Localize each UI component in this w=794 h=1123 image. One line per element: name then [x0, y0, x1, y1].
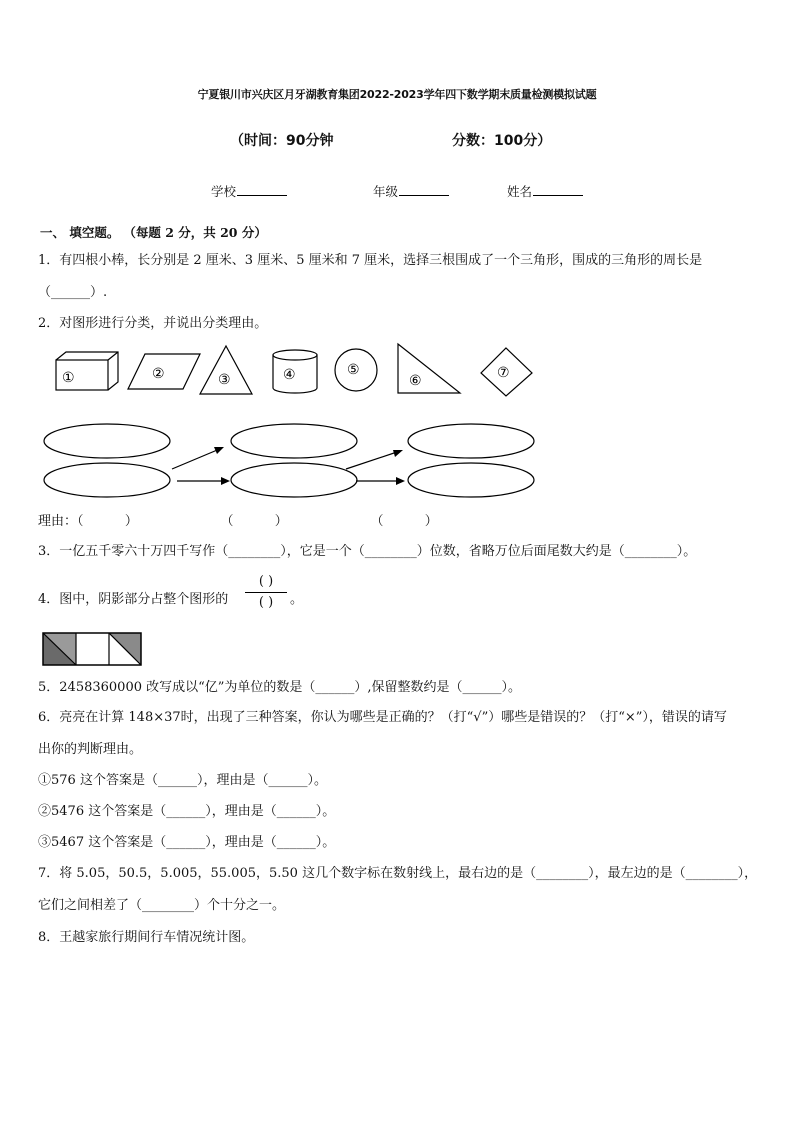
school-field: 学校 — [211, 182, 287, 200]
question-7-line-2: 它们之间相差了（________）个十分之一。 — [38, 898, 286, 913]
question-8: 8．王越家旅行期间行车情况统计图。 — [38, 930, 255, 945]
question-5: 5．2458360000 改写成以“亿”为单位的数是（______）,保留整数约是（______）。 — [38, 680, 522, 695]
category-ellipse-1 — [44, 424, 170, 458]
question-4: 4．图中，阴影部分占整个图形的 — [38, 592, 229, 607]
shape-label-6: ⑥ — [409, 373, 422, 389]
exam-time: （时间：90分钟 — [230, 133, 334, 149]
question-6-line-1: 6．亮亮在计算 148×37时，出现了三种答案，你认为哪些是正确的？（打“√”）哪些是错误的？（打“×”），错误的请写 — [38, 710, 727, 725]
question-6-option-2: ②5476 这个答案是（______），理由是（______）。 — [38, 804, 336, 819]
shape-label-1: ① — [62, 370, 75, 386]
arrowhead-2 — [221, 477, 230, 485]
arrowhead-4 — [396, 477, 405, 485]
fraction-denominator: ( ) — [258, 595, 274, 610]
shapes-figure — [0, 340, 794, 500]
question-2: 2．对图形进行分类，并说出分类理由。 — [38, 316, 268, 331]
shape-label-5: ⑤ — [347, 362, 360, 378]
question-1-line-2: （______）. — [38, 285, 108, 300]
shape-label-7: ⑦ — [497, 365, 510, 381]
fraction-blank — [243, 572, 289, 613]
exam-score: 分数：100分） — [452, 133, 552, 149]
page-title: 宁夏银川市兴庆区月牙湖教育集团2022-2023学年四下数学期末质量检测模拟试题 — [197, 88, 597, 101]
question-7-line-1: 7．将 5.05，50.5，5.005，55.005，5.50 这几个数字标在数射线上，最右边的是（________），最左边的是（________）， — [38, 866, 758, 881]
grade-field: 年级 — [373, 182, 449, 200]
section-heading: 一、 填空题。 （每题 2 分，共 20 分） — [40, 225, 267, 240]
arrowhead-1 — [214, 447, 224, 454]
category-ellipse-5 — [408, 424, 534, 458]
question-6-option-3: ③5467 这个答案是（______），理由是（______）。 — [38, 835, 336, 850]
right-triangle-shape — [398, 344, 460, 393]
category-ellipse-3 — [231, 424, 357, 458]
question-6-line-2: 出你的判断理由。 — [38, 742, 143, 757]
question-1-line-1: 1．有四根小棒，长分别是 2 厘米、3 厘米、5 厘米和 7 厘米，选择三根围成了一个三角形，围成的三角形的周长是 — [38, 253, 703, 268]
question-3: 3．一亿五千零六十万四千写作（________），它是一个（________）位数，省略万位后面尾数大约是（________）。 — [38, 544, 697, 559]
arrow-1 — [172, 448, 222, 469]
shape-label-3: ③ — [218, 372, 231, 388]
category-ellipse-4 — [231, 463, 357, 497]
shaded-squares-figure — [40, 630, 146, 668]
shape-label-4: ④ — [283, 367, 296, 383]
shape-label-2: ② — [152, 366, 165, 382]
category-ellipse-2 — [44, 463, 170, 497]
question-6-option-1: ①576 这个答案是（______），理由是（______）。 — [38, 773, 327, 788]
arrow-3 — [346, 451, 400, 469]
arrowhead-3 — [393, 450, 403, 457]
category-ellipse-6 — [408, 463, 534, 497]
name-field: 姓名 — [507, 182, 583, 200]
question-4-end: 。 — [290, 592, 304, 607]
question-2-reasons: 理由：（ ） （ ） （ ） — [38, 514, 438, 529]
fraction-numerator: ( ) — [258, 574, 274, 589]
